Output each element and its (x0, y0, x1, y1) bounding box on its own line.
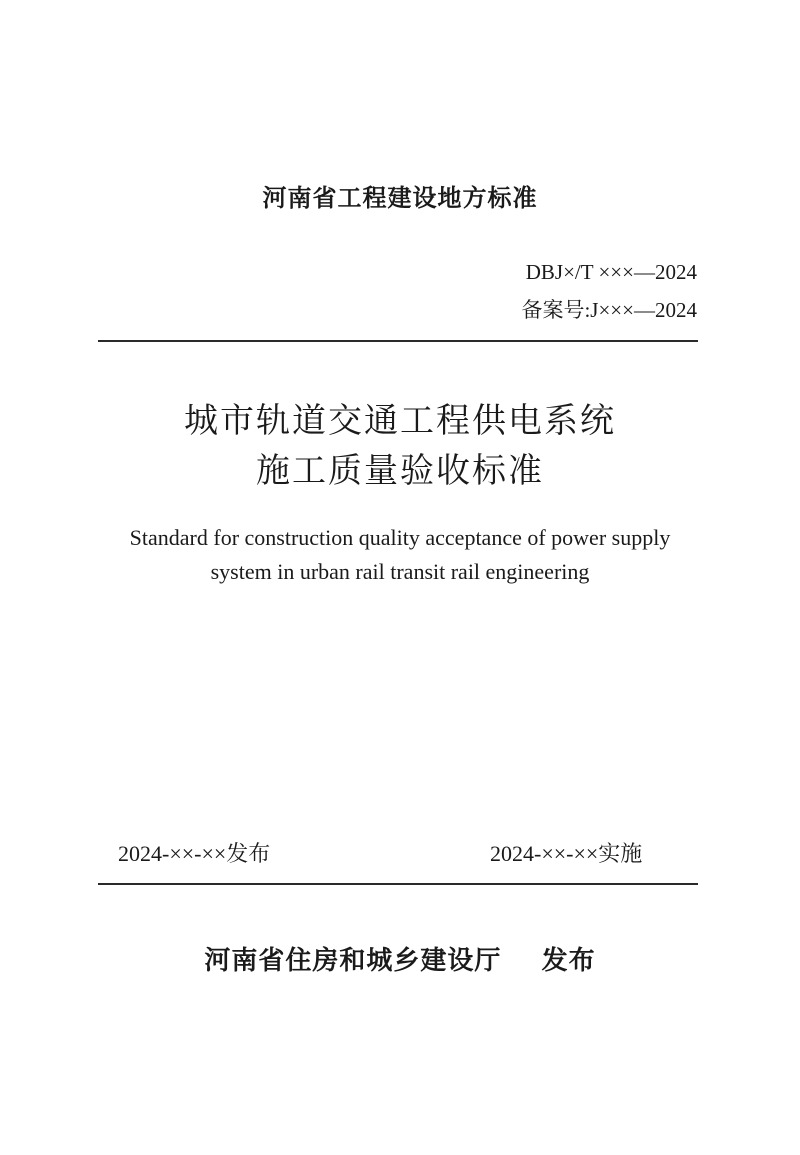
implementation-date: 2024-××-××实施 (490, 841, 643, 866)
document-category-title: 河南省工程建设地方标准 (262, 184, 538, 212)
bottom-divider (98, 883, 698, 885)
record-number: 备案号:J×××—2024 (521, 298, 697, 322)
standard-code: DBJ×/T ×××—2024 (525, 260, 697, 284)
top-divider (98, 340, 698, 342)
chinese-title-line-1: 城市轨道交通工程供电系统 (184, 401, 616, 441)
english-title-line-2: system in urban rail transit rail engineering (210, 559, 590, 584)
issue-date: 2024-××-××发布 (118, 841, 271, 866)
english-title-line-1: Standard for construction quality acceptance of power supply (129, 525, 671, 550)
chinese-title-line-2: 施工质量验收标准 (256, 451, 544, 491)
publisher: 河南省住房和城乡建设厅 发布 (204, 946, 596, 976)
